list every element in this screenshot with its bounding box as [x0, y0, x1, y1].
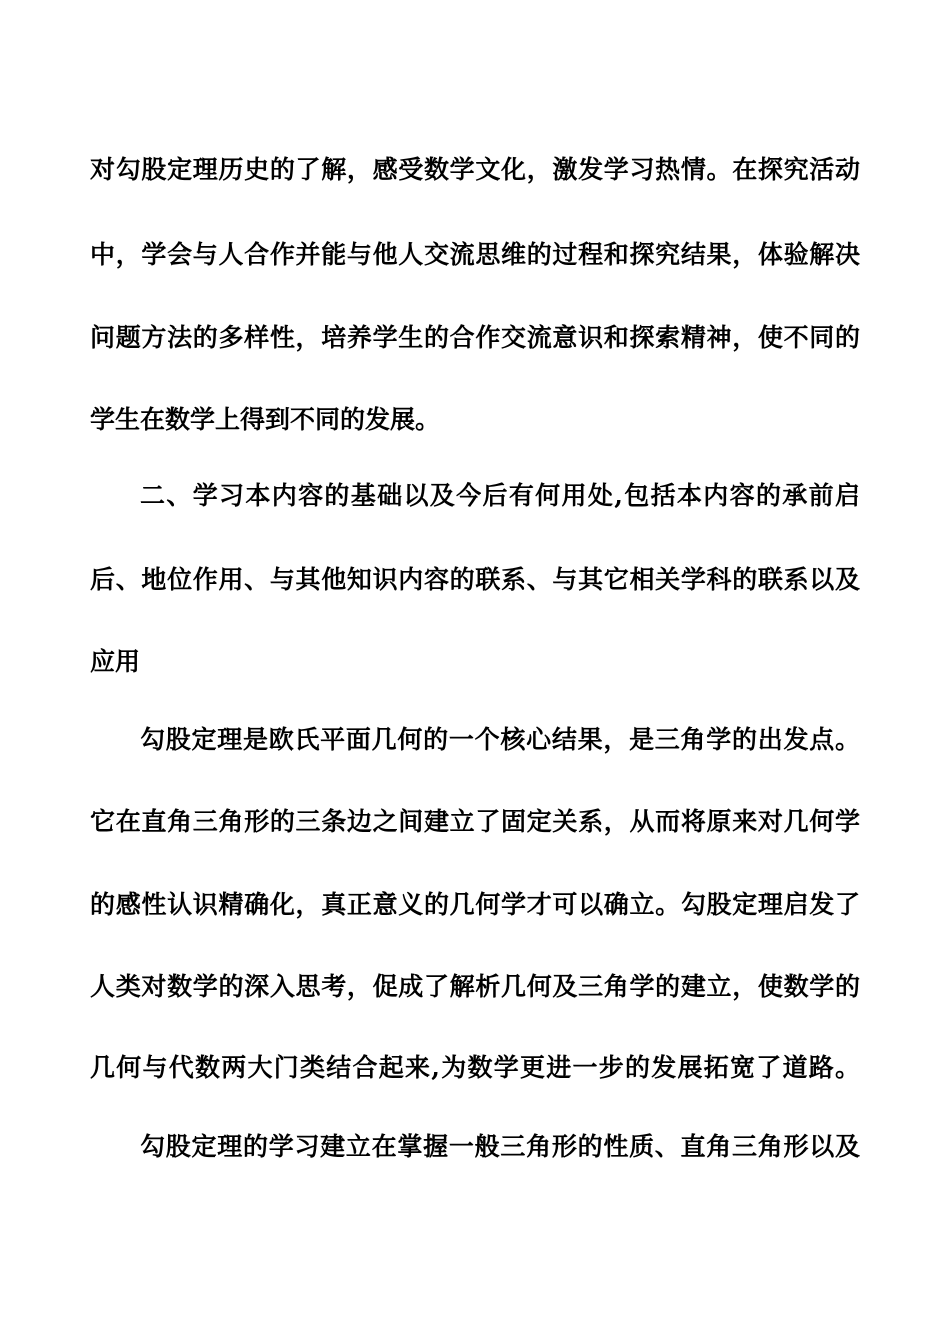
paragraph-line: 勾股定理的学习建立在掌握一般三角形的性质、直角三角形以及	[140, 1132, 860, 1161]
paragraph-line: 几何与代数两大门类结合起来,为数学更进一步的发展拓宽了道路。	[90, 1053, 860, 1082]
paragraph-line: 对勾股定理历史的了解，感受数学文化，激发学习热情。在探究活动	[90, 155, 860, 184]
paragraph-line: 它在直角三角形的三条边之间建立了固定关系，从而将原来对几何学	[90, 807, 860, 836]
paragraph-line: 的感性认识精确化，真正意义的几何学才可以确立。勾股定理启发了	[90, 890, 860, 919]
paragraph-line: 勾股定理是欧氏平面几何的一个核心结果，是三角学的出发点。	[140, 725, 860, 754]
paragraph-line: 中，学会与人合作并能与他人交流思维的过程和探究结果，体验解决	[90, 240, 860, 269]
section-heading-line: 二、学习本内容的基础以及今后有何用处,包括本内容的承前启	[140, 481, 860, 510]
paragraph-line: 问题方法的多样性，培养学生的合作交流意识和探索精神，使不同的	[90, 323, 860, 352]
paragraph-line: 学生在数学上得到不同的发展。	[90, 405, 441, 434]
section-heading-line: 后、地位作用、与其他知识内容的联系、与其它相关学科的联系以及	[90, 565, 860, 594]
paragraph-line: 人类对数学的深入思考，促成了解析几何及三角学的建立，使数学的	[90, 972, 860, 1001]
section-heading-line: 应用	[90, 647, 141, 676]
